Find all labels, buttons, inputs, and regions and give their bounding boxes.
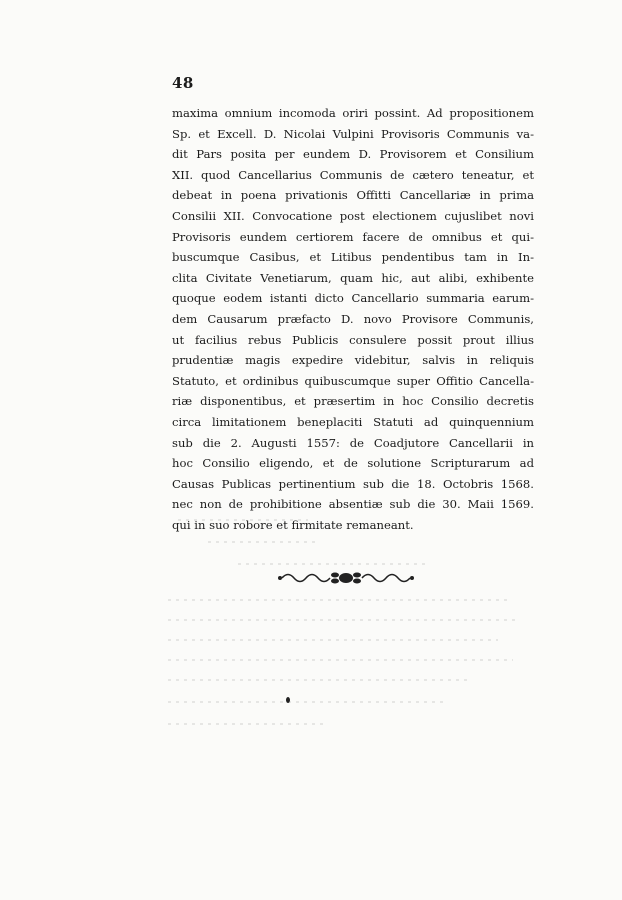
text-line: hoc Consilio eligendo, et de solutione Scripturarum ad — [172, 456, 534, 471]
ink-speck — [286, 697, 290, 703]
text-line: maxima omnium incomoda oriri possint. Ad propositionem — [172, 106, 534, 120]
text-line: Statuto, et ordinibus quibuscumque super Offitio Cancella- — [172, 373, 534, 388]
text-line: dem Causarum præfacto D. novo Provisore Communis, — [172, 311, 534, 326]
text-line: prudentiæ magis expedire videbitur, salvis in reliquis — [172, 353, 534, 368]
text-line: debeat in poena privationis Offitti Cancellariæ in prima — [172, 188, 534, 203]
text-line: Provisoris eundem certiorem facere de omnibus et qui- — [172, 229, 534, 244]
text-line: Consilii XII. Convocatione post electionem cujuslibet novi — [172, 208, 534, 223]
text-line: XII. quod Cancellarius Communis de cætero teneatur, et — [172, 167, 534, 182]
text-line: sub die 2. Augusti 1557: de Coadjutore Cancellarii in — [172, 435, 534, 450]
text-line: dit Pars posita per eundem D. Provisorem et Consilium — [172, 147, 534, 162]
page-number: 48 — [172, 74, 194, 92]
ornament-divider — [278, 568, 414, 588]
text-line: buscumque Casibus, et Litibus pendentibus tam in In- — [172, 250, 534, 265]
text-line: circa limitationem beneplaciti Statuti ad quinquennium — [172, 414, 534, 429]
text-line: Sp. et Excell. D. Nicolai Vulpini Provisoris Communis va- — [172, 126, 534, 141]
text-line: ut facilius rebus Publicis consulere possit prout illius — [172, 332, 534, 347]
body-text — [172, 103, 534, 535]
text-line: riæ disponentibus, et præsertim in hoc Consilio decretis — [172, 394, 534, 409]
bleed-through-marks — [168, 512, 528, 742]
text-line: Causas Publicas pertinentium sub die 18. Octobris 1568. — [172, 476, 534, 491]
text-line: quoque eodem istanti dicto Cancellario summaria earum- — [172, 291, 534, 306]
text-line: clita Civitate Venetiarum, quam hic, aut alibi, exhibente — [172, 270, 534, 285]
text-line: nec non de prohibitione absentiæ sub die 30. Maii 1569. — [172, 497, 534, 512]
text-line: qui in suo robore et firmitate remaneant. — [172, 517, 414, 532]
